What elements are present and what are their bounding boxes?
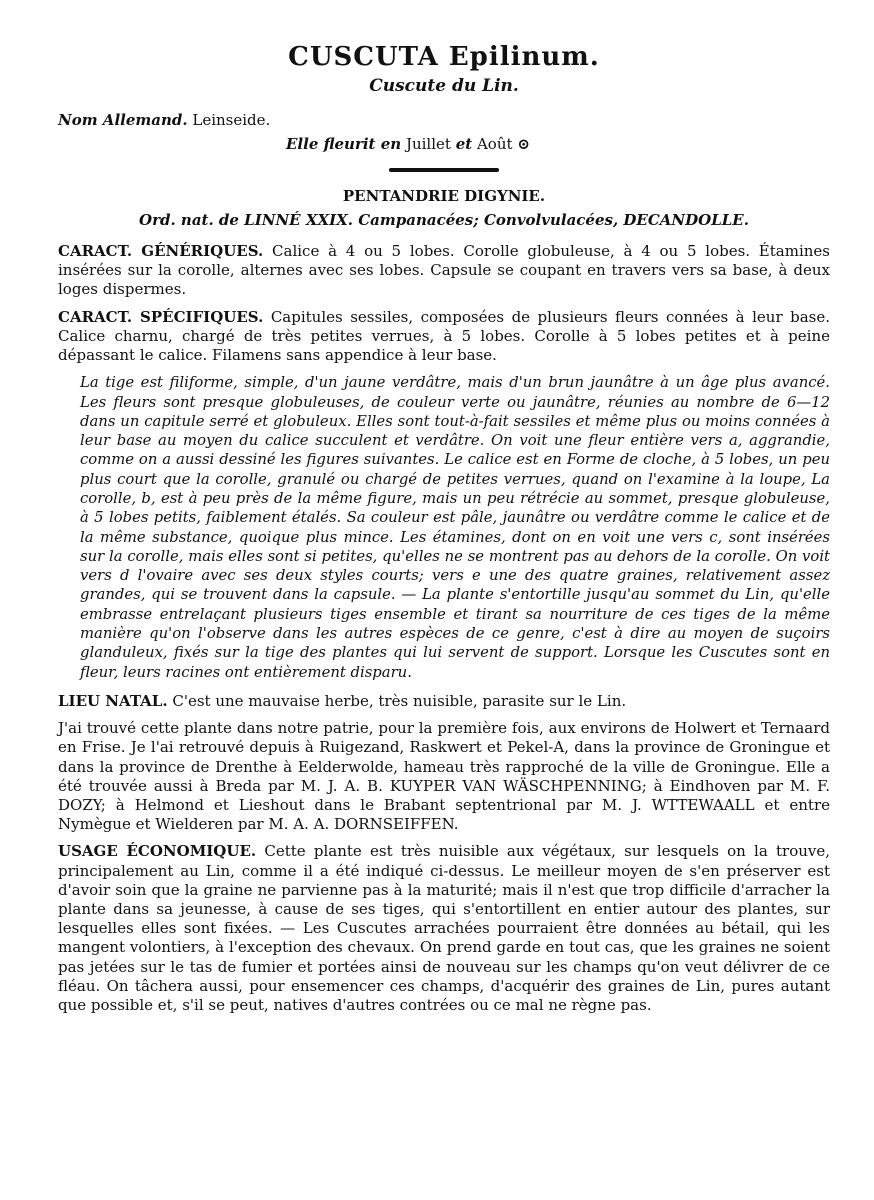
german-name-value: Leinseide.	[192, 111, 271, 129]
economic-use-label: USAGE ÉCONOMIQUE.	[58, 842, 257, 861]
flowering-label: Elle fleurit en	[286, 135, 402, 153]
native-place-paragraph	[58, 692, 830, 711]
flowering-line	[58, 134, 830, 154]
document-page	[58, 42, 830, 1023]
economic-use-paragraph	[58, 842, 830, 1015]
annual-symbol-icon: ⊙	[517, 135, 530, 153]
flowering-month-2: Août	[476, 135, 513, 153]
economic-use-text: Cette plante est très nuisible aux végétaux, sur lesquels on la trouve, principalement au Lin, comme il a été indiqué ci-dessus. Le meilleur moyen de s'en préserver est d'avoir soin que la graine ne parvienne pas à la maturité; mais il n'est que trop difficile d'arracher la plante dans sa jeunesse, à cause de ses tiges, qui s'entortillent en entier autour des plantes, sur lesquelles elles sont fixées. — Les Cuscutes arrachées pourraient être données au bétail, qui les mangent volontiers, à l'exception des chevaux. On prend garde en tout cas, que les graines ne soient pas jetées sur le tas de fumier et portées ainsi de nouveau sur les champs qu'on veut délivrer de ce fléau. On tâchera aussi, pour ensemencer ces champs, d'acquérir des graines de Lin, pures autant que possible et, s'il se peut, natives d'autres contrées ou ce mal ne règne pas.	[58, 842, 831, 1015]
native-place-text: C'est une mauvaise herbe, très nuisible, parasite sur le Lin.	[172, 691, 627, 710]
generic-characters-label: CARACT. GÉNÉRIQUES.	[58, 242, 264, 260]
specific-characters-paragraph	[58, 308, 830, 366]
classification-heading: PENTANDRIE DIGYNIE.	[342, 187, 546, 205]
description-paragraph: La tige est filiforme, simple, d'un jaune verdâtre, mais d'un brun jaunâtre à un âge plus avancé. Les fleurs sont presque globuleuses, de couleur verte ou jaunâtre, réunies au nombre de 6—12 dans un capitule serré et globuleux. Elles sont tout-à-fait sessiles et même plus ou moins connées à leur base au moyen du calice succulent et verdâtre. On voit une fleur entière vers a, aggrandie, comme on a aussi dessiné les figures suivantes. Le calice est en Forme de cloche, à 5 lobes, un peu plus court que la corolle, granulé ou chargé de petites verrues, quand on l'examine à la loupe, La corolle, b, est à peu près de la même figure, mais un peu rétrécie au sommet, presque globuleuse, à 5 lobes petits, faiblement étalés. Sa couleur est pâle, jaunâtre ou verdâtre comme le calice et de la même substance, quoique plus mince. Les étamines, dont on en voit une vers c, sont insérées sur la corolle, mais elles sont si petites, qu'elles ne se montrent pas au dehors de la corolle. On voit vers d l'ovaire avec ses deux styles courts; vers e une des quatre graines, relativement assez grandes, qui se trouvent dans la capsule. — La plante s'entortille jusqu'au sommet du Lin, qu'elle embrasse entrelaçant plusieurs tiges ensemble et tirant sa nourriture de ces tiges de la même manière qu'on l'observe dans les autres espèces de ce genre, c'est à dire au moyen de suçoirs glanduleux, fixés sur la tige des plantes qui lui servent de support. Lorsque les Cuscutes sont en fleur, leurs racines ont entièrement disparu.	[80, 374, 830, 681]
generic-characters-paragraph	[58, 242, 830, 300]
native-place-label: LIEU NATAL.	[58, 691, 168, 710]
page-title: CUSCUTA Epilinum.	[288, 42, 600, 72]
flowering-month-1: Juillet	[405, 135, 451, 153]
page-subtitle: Cuscute du Lin.	[369, 76, 519, 96]
localities-paragraph: J'ai trouvé cette plante dans notre patrie, pour la première fois, aux environs de Holwert et Ternaard en Frise. Je l'ai retrouvé depuis à Ruigezand, Raskwert et Pekel-A, dans la province de Groningue et dans la province de Drenthe à Eelderwolde, hameau très rapproché de la ville de Groningue. Elle a été trouvée aussi à Breda par M. J. A. B. KUYPER VAN WÄSCHPENNING; à Eindhoven par M. F. DOZY; à Helmond et Lieshout dans le Brabant septentrional par M. J. WTTEWAALL et entre Nymègue et Wielderen par M. A. A. DORNSEIFFEN.	[58, 719, 830, 834]
specific-characters-text: Capitules sessiles, composées de plusieurs fleurs connées à leur base. Calice charnu, chargé de très petites verrues, à 5 lobes. Corolle à 5 lobes petites et à peine dépassant le calice. Filamens sans appendice à leur base.	[58, 307, 831, 365]
german-name-line	[58, 110, 830, 130]
natural-order-line: Ord. nat. de LINNÉ XXIX. Campanacées; Convolvulacées, DECANDOLLE.	[139, 211, 749, 229]
ornamental-divider	[389, 168, 499, 172]
specific-characters-label: CARACT. SPÉCIFIQUES.	[58, 307, 264, 326]
flowering-conjunction: et	[455, 135, 473, 153]
generic-characters-text: Calice à 4 ou 5 lobes. Corolle globuleuse, à 4 ou 5 lobes. Étamines insérées sur la corolle, alternes avec ses lobes. Capsule se coupant en travers vers sa base, à deux loges dispermes.	[58, 242, 830, 299]
german-name-label: Nom Allemand.	[58, 111, 188, 129]
